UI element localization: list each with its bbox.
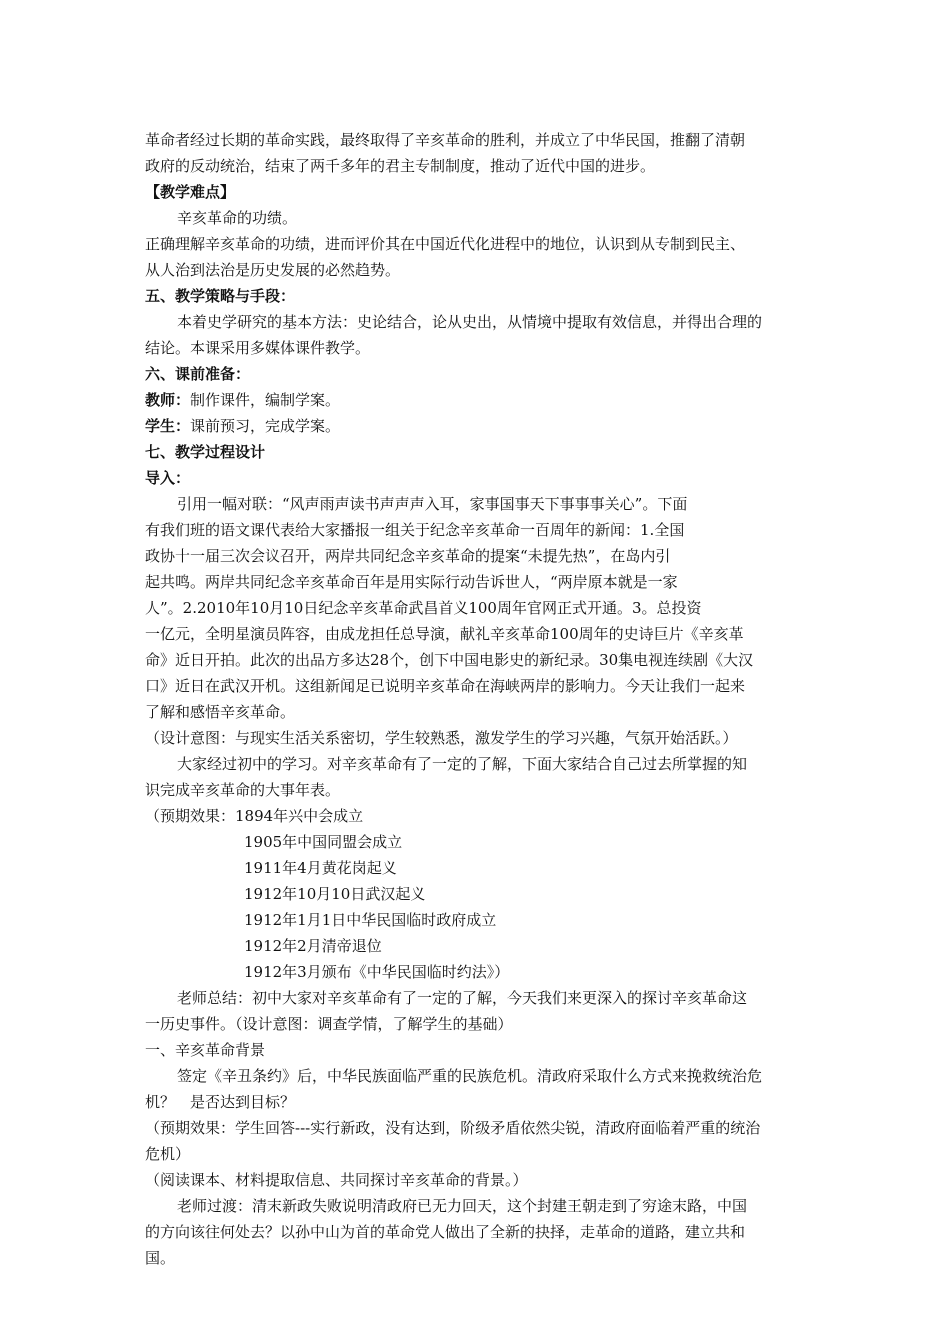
paragraph-line: 辛亥革命的功绩。: [177, 209, 298, 227]
section-heading-preparation: 六、课前准备：: [145, 365, 251, 383]
timeline-item: 1905年中国同盟会成立: [244, 833, 403, 851]
paragraph-line: 引用一幅对联：“风声雨声读书声声声入耳，家事国事天下事事事关心”。下面: [177, 495, 688, 513]
student-prep-line: [145, 413, 340, 439]
paragraph-line: 的方向该往何处去？以孙中山为首的革命党人做出了全新的抉择，走革命的道路，建立共和: [145, 1223, 746, 1241]
paragraph-line: 一历史事件。（设计意图：调查学情，了解学生的基础）: [145, 1015, 513, 1033]
paragraph-line: 一亿元，全明星演员阵容，由成龙担任总导演，献礼辛亥革命100周年的史诗巨片《辛亥革: [145, 625, 744, 643]
paragraph-line: 识完成辛亥革命的大事年表。: [145, 781, 341, 799]
subheading-intro: 导入：: [145, 469, 191, 487]
section-heading-difficulty: 【教学难点】: [145, 183, 236, 201]
paragraph-line: 了解和感悟辛亥革命。: [145, 703, 296, 721]
student-text: 课前预习，完成学案。: [190, 417, 341, 435]
timeline-item: 1912年1月1日中华民国临时政府成立: [244, 911, 497, 929]
timeline-item: 1911年4月黄花岗起义: [244, 859, 397, 877]
paragraph-line: 机？ 是否达到目标？: [145, 1093, 296, 1111]
paragraph-line: 结论。本课采用多媒体课件教学。: [145, 339, 371, 357]
timeline-item: 1912年2月清帝退位: [244, 937, 382, 955]
section-heading-strategy: 五、教学策略与手段：: [145, 287, 296, 305]
paragraph-line: 起共鸣。两岸共同纪念辛亥革命百年是用实际行动告诉世人，“两岸原本就是一家: [145, 573, 678, 591]
paragraph-line: 正确理解辛亥革命的功绩，进而评价其在中国近代化进程中的地位，认识到从专制到民主、: [145, 235, 746, 253]
teacher-label: 教师：: [145, 391, 191, 409]
timeline-item: 1912年3月颁布《中华民国临时约法》）: [244, 963, 510, 981]
paragraph-line: （阅读课本、材料提取信息、共同探讨辛亥革命的背景。）: [145, 1171, 528, 1189]
paragraph-line: 政协十一届三次会议召开，两岸共同纪念辛亥革命的提案“未提先热”，在岛内引: [145, 547, 671, 565]
paragraph-line: 大家经过初中的学习。对辛亥革命有了一定的了解，下面大家结合自己过去所掌握的知: [177, 755, 748, 773]
section-heading-process: 七、教学过程设计: [145, 443, 266, 461]
student-label: 学生：: [145, 417, 191, 435]
paragraph-line: （预期效果：1894年兴中会成立: [145, 807, 364, 825]
paragraph-line: 签定《辛丑条约》后，中华民族面临严重的民族危机。清政府采取什么方式来挽救统治危: [177, 1067, 763, 1085]
paragraph-line: 国。: [145, 1249, 176, 1267]
teacher-prep-line: [145, 387, 340, 413]
paragraph-line: 本着史学研究的基本方法：史论结合，论从史出，从情境中提取有效信息，并得出合理的: [177, 313, 763, 331]
timeline-item: 1912年10月10日武汉起义: [244, 885, 426, 903]
paragraph-line: 命》近日开拍。此次的出品方多达28个，创下中国电影史的新纪录。30集电视连续剧《大汉: [145, 651, 754, 669]
teacher-text: 制作课件，编制学案。: [190, 391, 341, 409]
paragraph-line: 危机）: [145, 1145, 191, 1163]
paragraph-line: 政府的反动统治，结束了两千多年的君主专制制度，推动了近代中国的进步。: [145, 157, 656, 175]
paragraph-line: 人”。2.2010年10月10日纪念辛亥革命武昌首义100周年官网正式开通。3。总投资: [145, 599, 702, 617]
paragraph-line: 老师过渡：清末新政失败说明清政府已无力回天，这个封建王朝走到了穷途末路，中国: [177, 1197, 748, 1215]
paragraph-line: 从人治到法治是历史发展的必然趋势。: [145, 261, 401, 279]
paragraph-line: 革命者经过长期的革命实践，最终取得了辛亥革命的胜利，并成立了中华民国，推翻了清朝: [145, 131, 746, 149]
paragraph-line: 口》近日在武汉开机。这组新闻足已说明辛亥革命在海峡两岸的影响力。今天让我们一起来: [145, 677, 746, 695]
section-heading-background: 一、辛亥革命背景: [145, 1041, 266, 1059]
paragraph-line: （预期效果：学生回答---实行新政，没有达到，阶级矛盾依然尖锐，清政府面临着严重的统治: [145, 1119, 761, 1137]
paragraph-line: （设计意图：与现实生活关系密切，学生较熟悉，激发学生的学习兴趣，气氛开始活跃。）: [145, 729, 738, 747]
paragraph-line: 老师总结：初中大家对辛亥革命有了一定的了解，今天我们来更深入的探讨辛亥革命这: [177, 989, 748, 1007]
paragraph-line: 有我们班的语文课代表给大家播报一组关于纪念辛亥革命一百周年的新闻：1.全国: [145, 521, 685, 539]
